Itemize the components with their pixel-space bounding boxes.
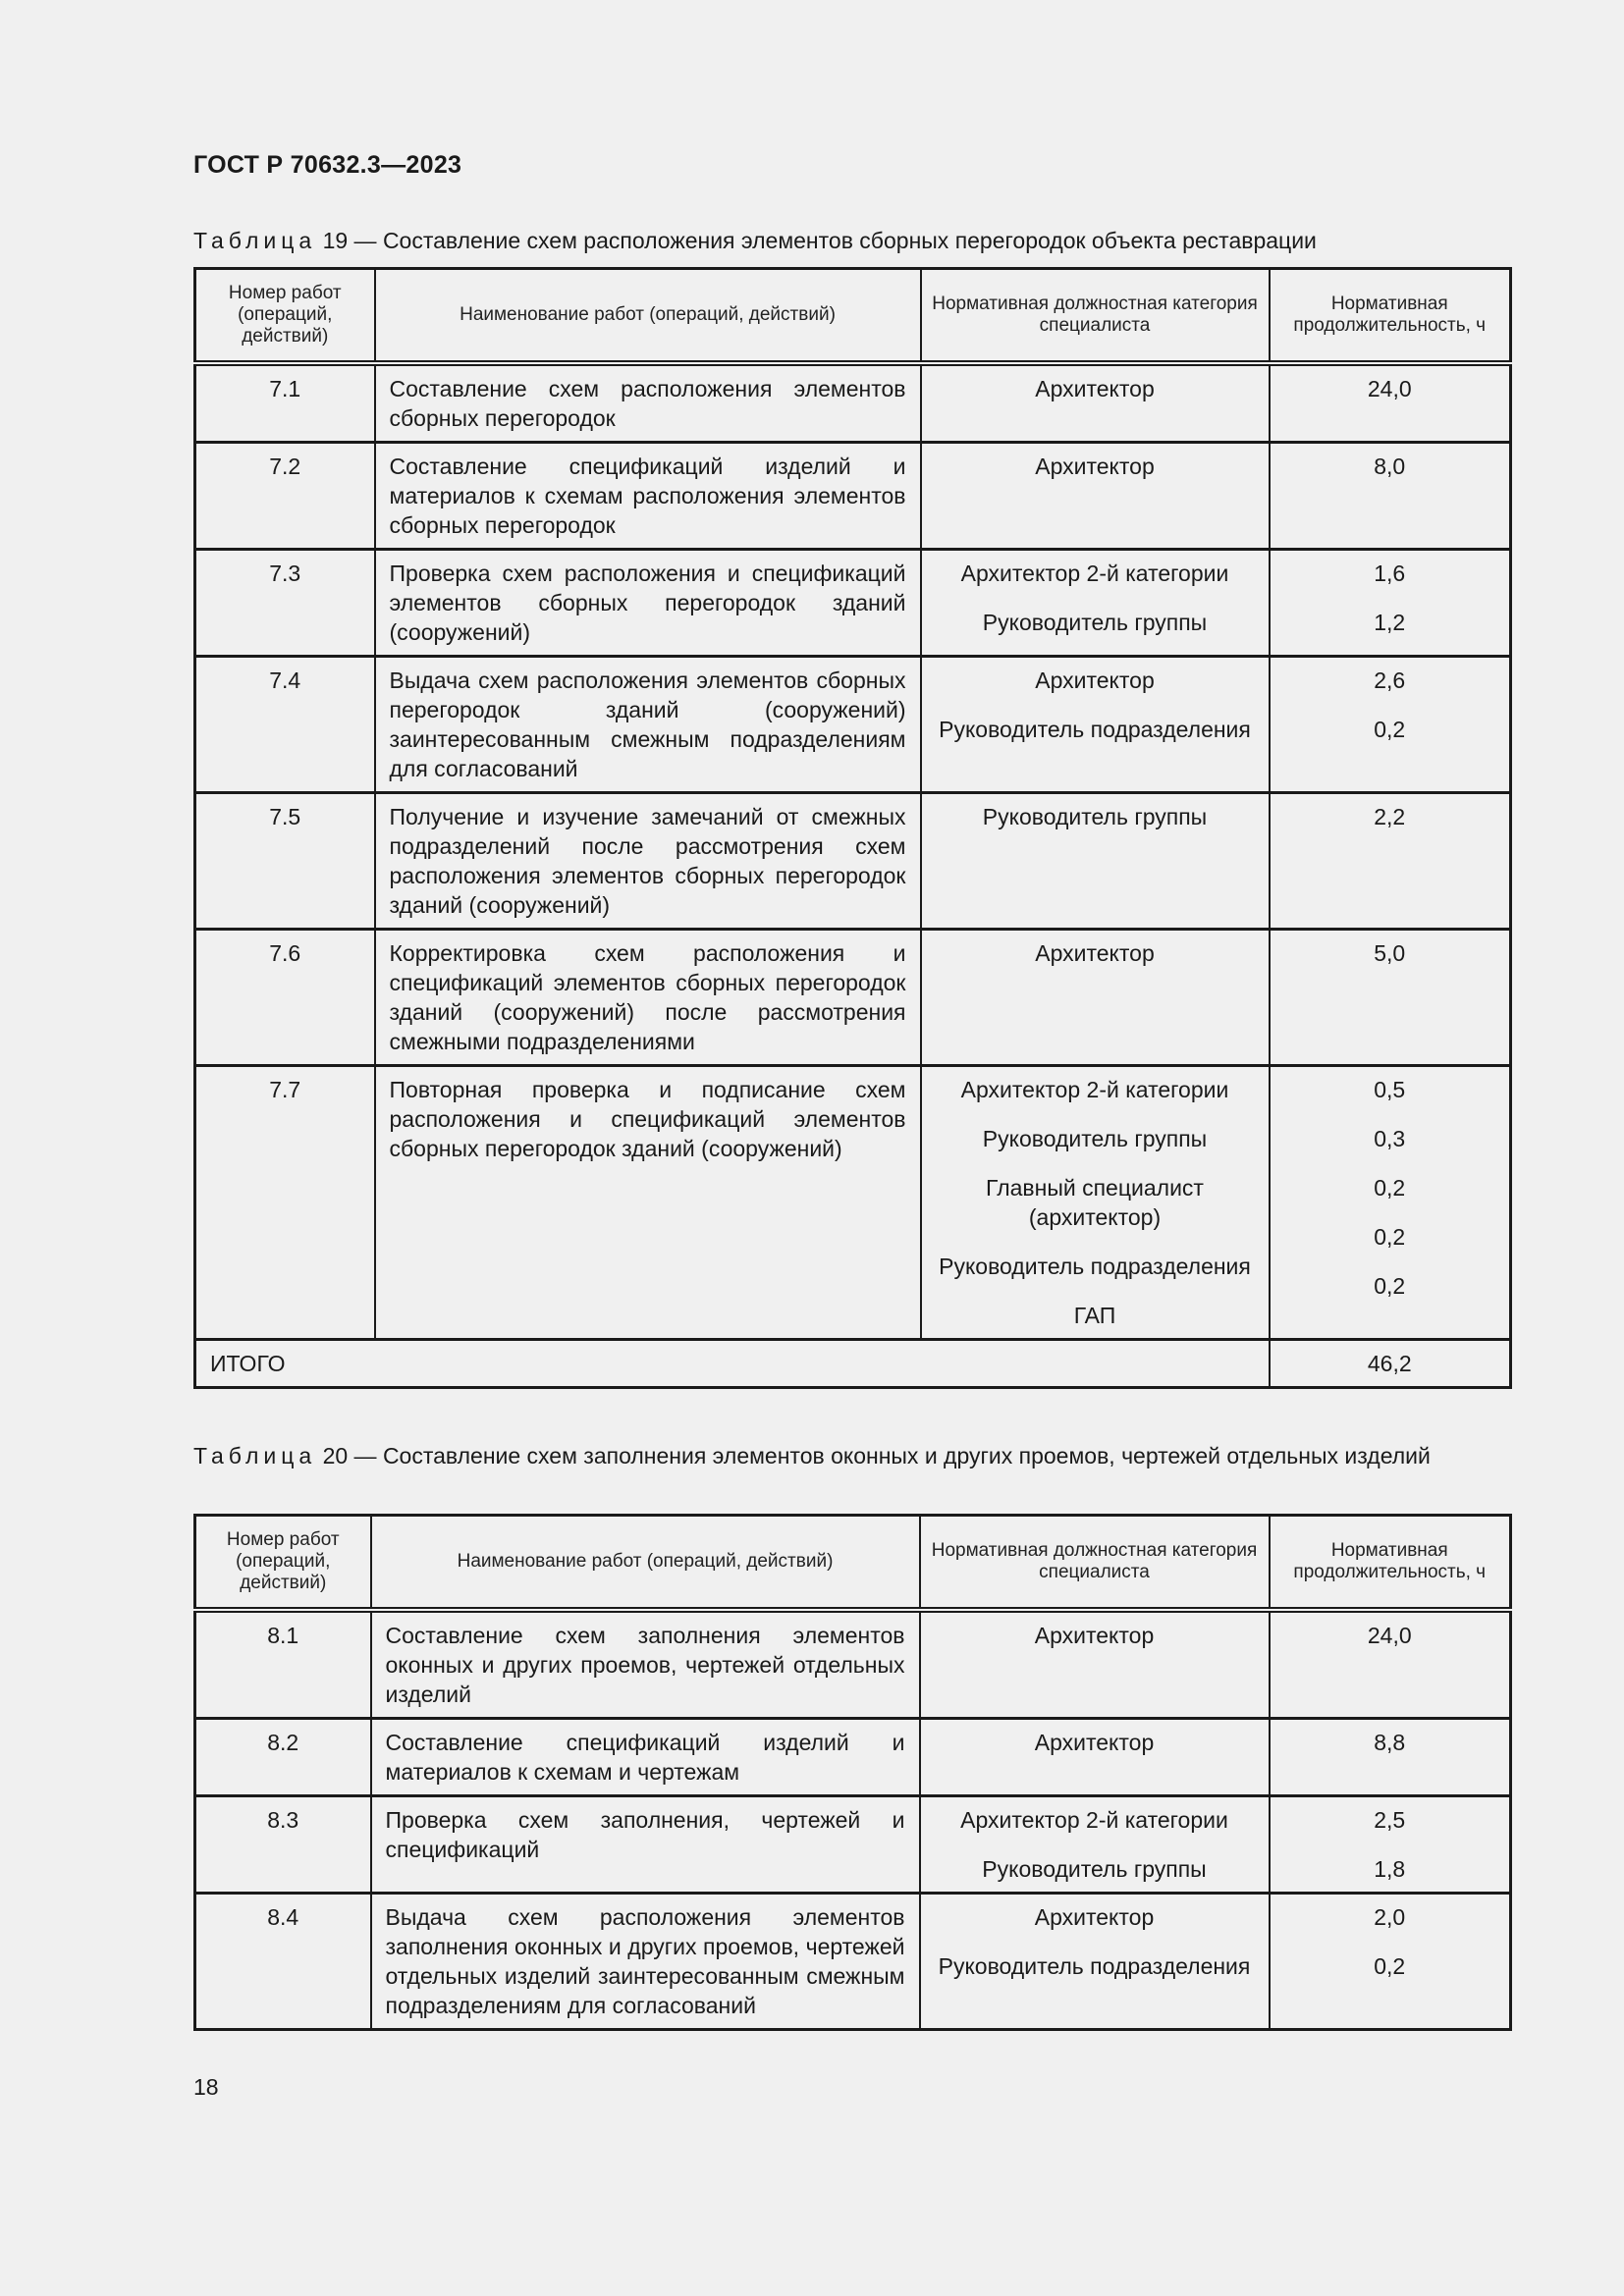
duration-cell [1270,929,1511,1065]
duration-hours: 2,5 [1374,1806,1406,1833]
duration-cell [1270,442,1511,549]
table-row [195,1718,1511,1795]
row-number: 7.1 [195,363,375,443]
work-name: Выдача схем расположения элементов заполнения оконных и других проемов, чертежей отдельных изделий заинтересованным смежным подразделениям для согласований [371,1893,920,2029]
specialist-category: Архитектор [1034,1729,1155,1755]
table-19-body [195,363,1511,1388]
specialist-category-cell [921,792,1270,929]
table-20-caption-text: 20 — Составление схем заполнения элементов оконных и других проемов, чертежей отдельных изделий [322,1443,1431,1468]
duration-cell [1270,656,1511,792]
table-20 [193,1514,1512,2031]
duration-hours: 2,2 [1374,803,1406,829]
col-header-duration: Нормативная продолжительность, ч [1270,1516,1511,1610]
specialist-category-cell [920,1610,1270,1719]
specialist-category: Архитектор [1034,1903,1155,1930]
work-name: Корректировка схем расположения и спецификаций элементов сборных перегородок зданий (сооружений) после рассмотрения смежными подразделениями [375,929,921,1065]
duration-hours: 24,0 [1367,375,1412,401]
duration-hours: 24,0 [1367,1622,1412,1648]
specialist-category: Руководитель подразделения [939,1253,1251,1279]
document-code: ГОСТ Р 70632.3—2023 [193,151,462,179]
work-name: Составление схем заполнения элементов оконных и других проемов, чертежей отдельных изделий [371,1610,920,1719]
duration-hours: 5,0 [1374,939,1406,966]
row-number: 7.7 [195,1065,375,1339]
duration-cell [1270,1718,1511,1795]
specialist-category-cell [921,363,1270,443]
row-number: 7.3 [195,549,375,656]
row-number: 7.2 [195,442,375,549]
table-row [195,1893,1511,2029]
specialist-category: Руководитель группы [982,609,1208,635]
work-name: Повторная проверка и подписание схем расположения и спецификаций элементов сборных перегородок зданий (сооружений) [375,1065,921,1339]
total-label: ИТОГО [195,1339,1270,1387]
table-row [195,1795,1511,1893]
duration-hours: 8,8 [1374,1729,1406,1755]
duration-hours: 8,0 [1374,453,1406,479]
duration-cell [1270,363,1511,443]
duration-hours: 0,5 [1374,1076,1406,1102]
work-name: Проверка схем расположения и спецификаций элементов сборных перегородок зданий (сооружений) [375,549,921,656]
specialist-category-cell [921,549,1270,656]
specialist-category: Руководитель группы [982,1855,1207,1882]
specialist-category-cell [921,656,1270,792]
col-header-category: Нормативная должностная категория специалиста [921,269,1270,363]
specialist-category: Руководитель группы [982,1125,1208,1151]
work-name: Составление спецификаций изделий и материалов к схемам и чертежам [371,1718,920,1795]
row-number: 7.4 [195,656,375,792]
specialist-category-cell [921,1065,1270,1339]
work-name: Составление спецификаций изделий и материалов к схемам расположения элементов сборных перегородок [375,442,921,549]
duration-cell [1270,549,1511,656]
row-number: 8.4 [195,1893,371,2029]
duration-hours: 0,2 [1374,716,1406,742]
specialist-category: Руководитель подразделения [939,716,1251,742]
specialist-category: Руководитель группы [982,803,1208,829]
row-number: 8.2 [195,1718,371,1795]
table-row [195,1610,1511,1719]
col-header-category: Нормативная должностная категория специалиста [920,1516,1270,1610]
specialist-category: Руководитель подразделения [938,1952,1251,1979]
table-19-caption [193,226,1509,255]
duration-hours: 0,2 [1374,1272,1406,1299]
specialist-category: ГАП [1073,1302,1116,1328]
table-row [195,549,1511,656]
duration-cell [1270,1065,1511,1339]
specialist-category: Архитектор 2-й категории [960,1076,1229,1102]
duration-hours: 1,8 [1374,1855,1406,1882]
table-row [195,792,1511,929]
row-number: 7.6 [195,929,375,1065]
specialist-category-cell [920,1795,1270,1893]
work-name: Получение и изучение замечаний от смежных подразделений после рассмотрения схем расположения элементов сборных перегородок зданий (сооружений) [375,792,921,929]
duration-hours: 0,2 [1374,1223,1406,1250]
duration-hours: 2,0 [1374,1903,1406,1930]
duration-cell [1270,1795,1511,1893]
specialist-category: Архитектор [1034,1622,1155,1648]
table-19-caption-text: 19 — Составление схем расположения элементов сборных перегородок объекта реставрации [322,228,1317,253]
row-number: 8.3 [195,1795,371,1893]
specialist-category: Архитектор [1035,667,1155,693]
table-row [195,442,1511,549]
page-number: 18 [193,2074,219,2100]
duration-hours: 1,6 [1374,560,1406,586]
table-row [195,363,1511,443]
total-value: 46,2 [1270,1339,1511,1387]
specialist-category-cell [920,1893,1270,2029]
table-row [195,929,1511,1065]
col-header-num: Номер работ (операций, действий) [195,1516,371,1610]
duration-hours: 0,2 [1374,1174,1406,1201]
col-header-num: Номер работ (операций, действий) [195,269,375,363]
table-row [195,1065,1511,1339]
duration-hours: 0,2 [1374,1952,1406,1979]
specialist-category-cell [921,929,1270,1065]
duration-hours: 1,2 [1374,609,1406,635]
table-19-caption-label: Таблица [193,228,317,253]
table-19 [193,267,1512,1389]
col-header-name: Наименование работ (операций, действий) [371,1516,920,1610]
work-name: Составление схем расположения элементов сборных перегородок [375,363,921,443]
duration-cell [1270,1893,1511,2029]
duration-cell [1270,1610,1511,1719]
table-row [195,656,1511,792]
table-20-caption-label: Таблица [193,1443,317,1468]
col-header-name: Наименование работ (операций, действий) [375,269,921,363]
specialist-category: Архитектор 2-й категории [960,1806,1228,1833]
duration-hours: 0,3 [1374,1125,1406,1151]
specialist-category: Архитектор [1035,453,1155,479]
row-number: 8.1 [195,1610,371,1719]
specialist-category: Архитектор [1035,939,1155,966]
row-number: 7.5 [195,792,375,929]
specialist-category: Архитектор 2-й категории [960,560,1229,586]
work-name: Проверка схем заполнения, чертежей и спецификаций [371,1795,920,1893]
specialist-category-cell [921,442,1270,549]
duration-hours: 2,6 [1374,667,1406,693]
specialist-category-cell [920,1718,1270,1795]
table-20-body [195,1610,1511,2030]
specialist-category: Архитектор [1035,375,1155,401]
total-row [195,1339,1511,1387]
col-header-duration: Нормативная продолжительность, ч [1270,269,1511,363]
specialist-category: Главный специалист (архитектор) [986,1174,1204,1230]
table-20-caption [193,1441,1509,1470]
duration-cell [1270,792,1511,929]
work-name: Выдача схем расположения элементов сборных перегородок зданий (сооружений) заинтересованным смежным подразделениям для согласований [375,656,921,792]
